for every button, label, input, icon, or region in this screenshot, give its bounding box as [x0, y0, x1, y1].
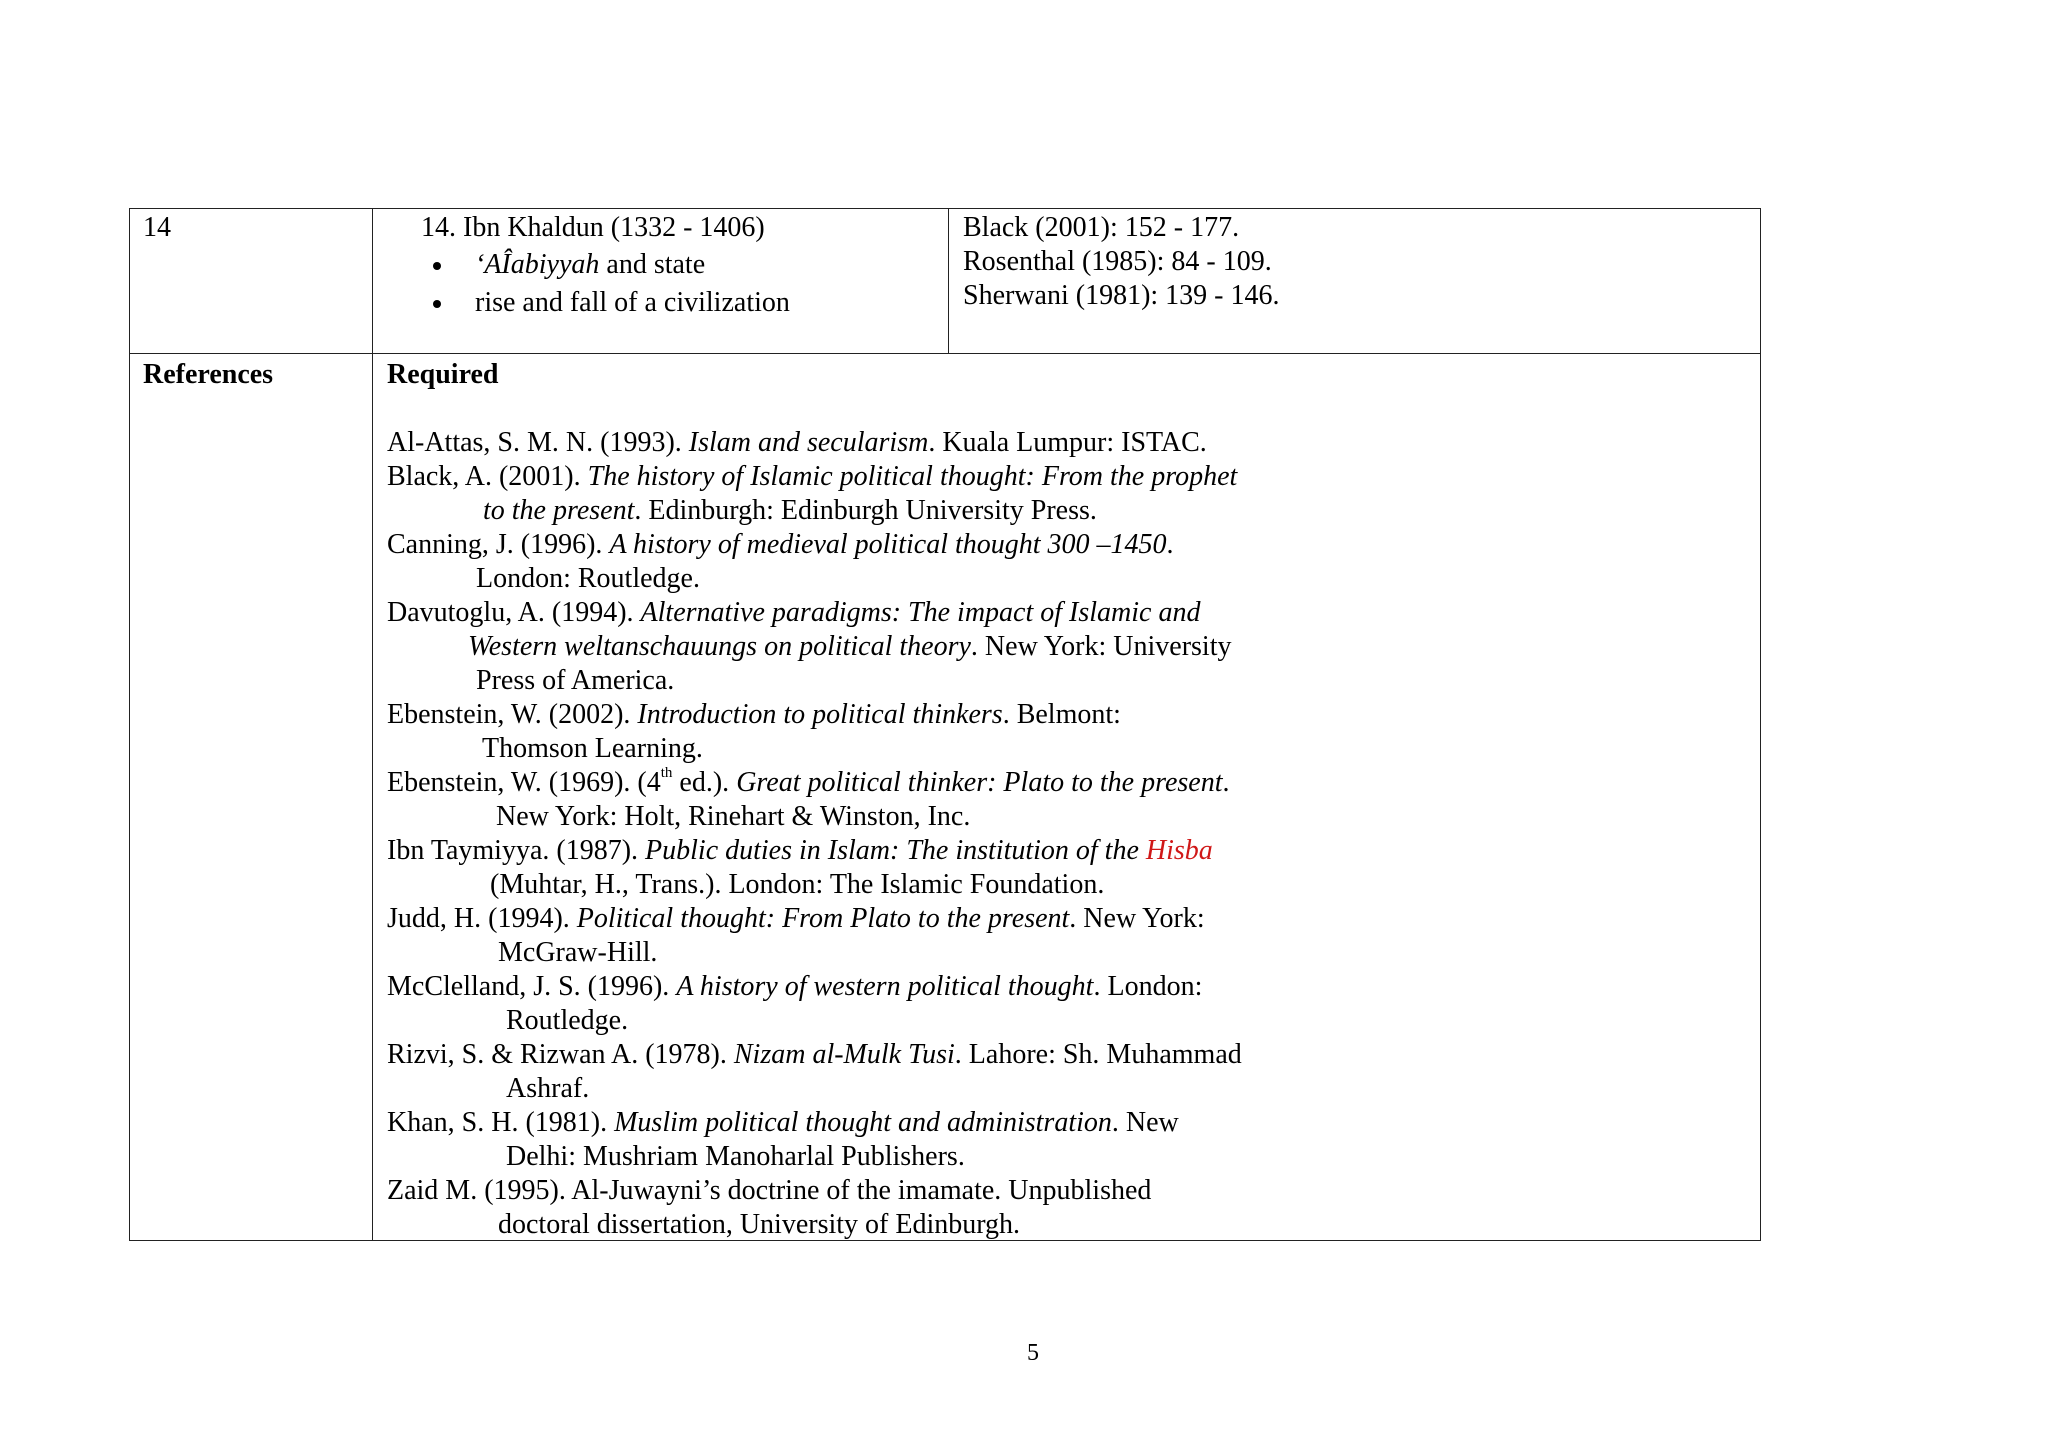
references-label: References — [143, 359, 274, 390]
reference-line — [387, 1106, 1179, 1140]
reference-title: A history of medieval political thought 300 –1450 — [609, 529, 1167, 560]
reference-text: . London: — [1093, 971, 1203, 1002]
reference-title: A history of western political thought — [676, 971, 1094, 1002]
reference-text: . — [1166, 529, 1174, 560]
reference-title: Islam and secularism — [688, 427, 929, 458]
reference-text: th — [660, 765, 673, 781]
reference-text: doctoral dissertation, University of Edinburgh. — [498, 1209, 1021, 1240]
reference-text: Al-Attas, S. M. N. (1993). — [387, 427, 689, 458]
reference-line — [498, 1208, 1020, 1242]
reference-text: . Kuala Lumpur: ISTAC. — [928, 427, 1207, 458]
reference-line — [387, 1174, 1151, 1208]
reference-text: Judd, H. (1994). — [387, 903, 577, 934]
reading-2: Rosenthal (1985): 84 - 109. — [963, 246, 1272, 277]
reference-title: Nizam al-Mulk Tusi — [733, 1039, 955, 1070]
reference-text: . New York: — [1069, 903, 1205, 934]
reference-text: McClelland, J. S. (1996). — [387, 971, 677, 1002]
reference-title: Alternative paradigms: The impact of Islamic and — [640, 597, 1201, 628]
reference-line — [506, 1004, 628, 1038]
reference-line — [387, 596, 1200, 630]
reference-text: Ibn Taymiyya. (1987). — [387, 835, 646, 866]
reference-text: . Lahore: Sh. Muhammad — [954, 1039, 1242, 1070]
bullet-icon — [433, 262, 441, 270]
reference-line — [506, 1140, 965, 1174]
topic-bullet-1 — [475, 248, 705, 282]
references-heading: Required — [387, 359, 499, 390]
reference-line — [387, 766, 1229, 800]
reference-line — [387, 902, 1205, 936]
topic-title: 14. Ibn Khaldun (1332 - 1406) — [421, 212, 765, 243]
reference-text: . — [1222, 767, 1230, 798]
reference-line — [476, 562, 700, 596]
reference-text: ed.). — [672, 767, 737, 798]
reference-line — [387, 426, 1207, 460]
reference-title: Muslim political thought and administration — [614, 1107, 1112, 1138]
topic-bullet-1-text: and state — [599, 249, 706, 280]
reference-line — [490, 868, 1104, 902]
reading-1: Black (2001): 152 - 177. — [963, 212, 1240, 243]
reference-text: . Edinburgh: Edinburgh University Press. — [634, 495, 1097, 526]
reference-text: Ebenstein, W. (2002). — [387, 699, 638, 730]
reference-text: McGraw-Hill. — [498, 937, 658, 968]
reference-line — [387, 460, 1237, 494]
reference-text: Routledge. — [506, 1005, 629, 1036]
reference-text: Ebenstein, W. (1969). (4 — [387, 767, 661, 798]
reference-title: Political thought: From Plato to the present — [576, 903, 1070, 934]
reference-text: . New — [1111, 1107, 1179, 1138]
reference-text: Canning, J. (1996). — [387, 529, 610, 560]
reading-3: Sherwani (1981): 139 - 146. — [963, 280, 1280, 311]
topic-bullet-1-italic: ‘AÎabiyyah — [475, 249, 600, 280]
reference-text: . New York: University — [970, 631, 1232, 662]
reference-line — [476, 664, 674, 698]
reference-line — [387, 528, 1174, 562]
reference-text: Thomson Learning. — [482, 733, 703, 764]
reference-text: Khan, S. H. (1981). — [387, 1107, 615, 1138]
reference-title: to the present — [483, 495, 635, 526]
reference-line — [468, 630, 1231, 664]
reference-text: New York: Holt, Rinehart & Winston, Inc. — [496, 801, 971, 832]
reference-text: Rizvi, S. & Rizwan A. (1978). — [387, 1039, 734, 1070]
reference-line — [482, 732, 703, 766]
topic-bullet-2: rise and fall of a civilization — [475, 287, 790, 318]
reference-title: Introduction to political thinkers — [637, 699, 1003, 730]
reference-text: Zaid M. (1995). Al-Juwayni’s doctrine of the imamate. Unpublished — [387, 1175, 1152, 1206]
reference-line — [496, 800, 970, 834]
reference-line — [498, 936, 657, 970]
reference-line — [387, 834, 1213, 868]
reference-line — [483, 494, 1097, 528]
reference-text: Delhi: Mushriam Manoharlal Publishers. — [506, 1141, 965, 1172]
reference-title: Western weltanschauungs on political theory — [468, 631, 971, 662]
reference-text: Black, A. (2001). — [387, 461, 588, 492]
reference-title: Public duties in Islam: The institution of the — [645, 835, 1146, 866]
week-number: 14 — [143, 212, 171, 243]
bullet-icon — [433, 300, 441, 308]
reference-title: Hisba — [1145, 835, 1213, 866]
reference-title: The history of Islamic political thought: From the prophet — [587, 461, 1238, 492]
reference-title: Great political thinker: Plato to the present — [736, 767, 1223, 798]
reference-text: Ashraf. — [506, 1073, 590, 1104]
reference-text: Davutoglu, A. (1994). — [387, 597, 641, 628]
reference-line — [387, 1038, 1242, 1072]
page-number: 5 — [1027, 1340, 1039, 1366]
reference-text: . Belmont: — [1002, 699, 1121, 730]
cell-references-label — [129, 353, 373, 1241]
reference-text: London: Routledge. — [476, 563, 700, 594]
reference-text: (Muhtar, H., Trans.). London: The Islamic Foundation. — [490, 869, 1105, 900]
reference-text: Press of America. — [476, 665, 675, 696]
reference-line — [506, 1072, 589, 1106]
reference-line — [387, 698, 1121, 732]
reference-line — [387, 970, 1202, 1004]
